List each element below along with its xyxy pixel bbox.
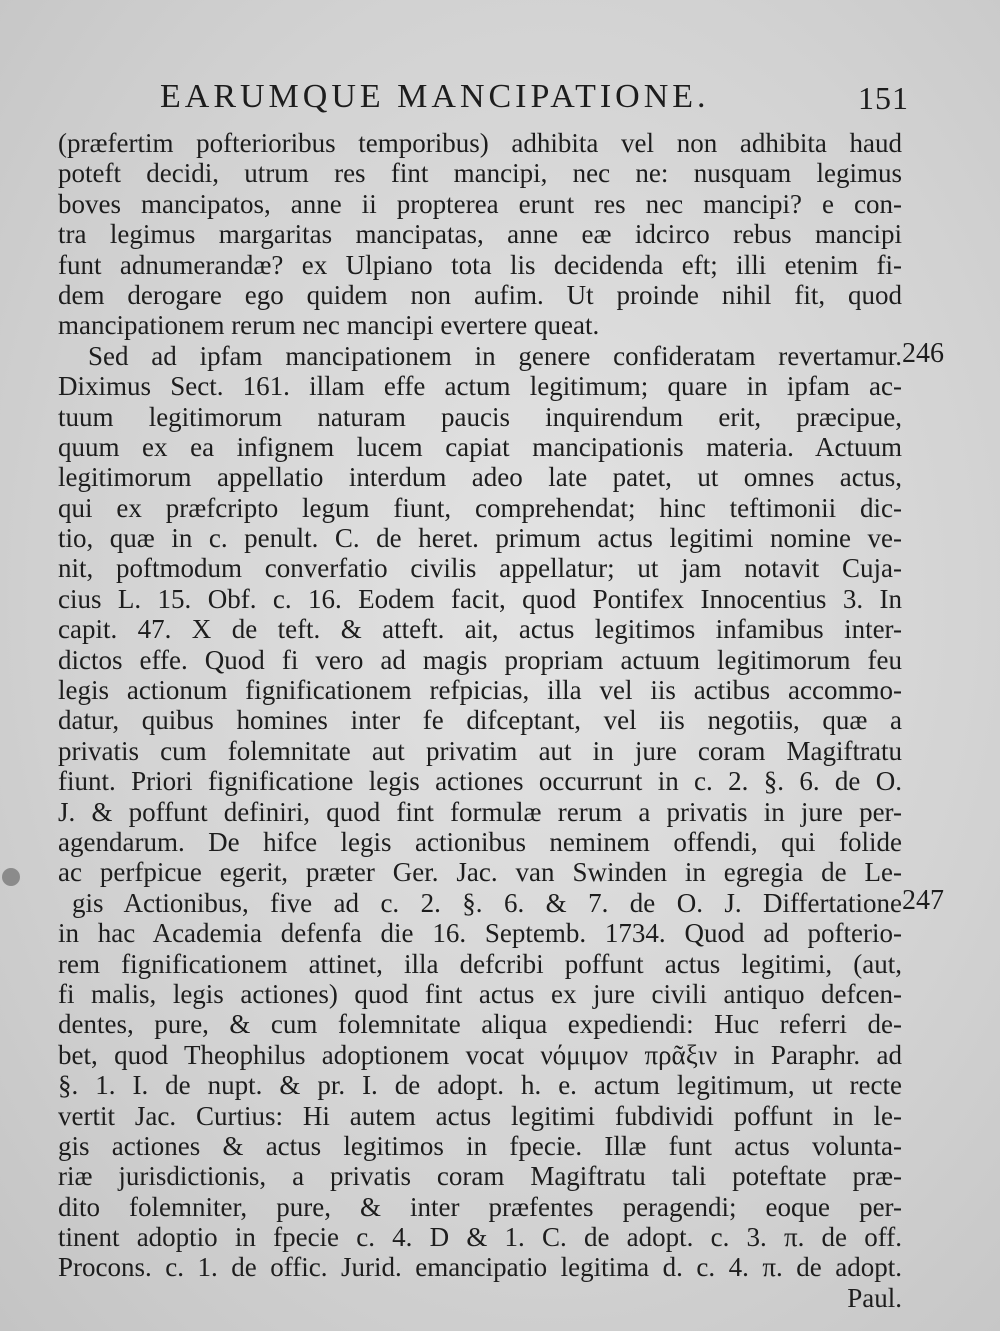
text-line: riæ jurisdictionis, a privatis coram Magiftratu tali poteftate præ- bbox=[58, 1161, 902, 1192]
text-line: J. & poffunt definiri, quod fint formulæ rerum a privatis in jure per- bbox=[58, 796, 902, 827]
text-line: ac perfpicue egerit, præter Ger. Jac. van Swinden in egregia de Le- bbox=[58, 857, 902, 888]
text-line: dem derogare ego quidem non aufim. Ut proinde nihil fit, quod bbox=[58, 279, 902, 310]
text-line: Procons. c. 1. de offic. Jurid. emancipatio legitima d. c. 4. π. de adopt. bbox=[58, 1252, 902, 1283]
text-line: quum ex ea infignem lucem capiat mancipationis materia. Actuum bbox=[58, 431, 902, 462]
text-line: tuum legitimorum naturam paucis inquirendum erit, præcipue, bbox=[58, 401, 902, 432]
text-line: datur, quibus homines inter fe difceptant, vel iis negotiis, quæ a bbox=[58, 705, 902, 736]
page-number: 151 bbox=[858, 80, 909, 116]
text-line: tinent adoptio in fpecie c. 4. D & 1. C. de adopt. c. 3. π. de off. bbox=[58, 1222, 902, 1253]
text-line: legis actionum fignificationem refpicias, illa vel iis actibus accommo- bbox=[58, 675, 902, 706]
text-line: dictos effe. Quod fi vero ad magis propriam actuum legitimorum feu bbox=[58, 644, 902, 675]
text-line: legitimorum appellatio interdum adeo late patet, ut omnes actus, bbox=[58, 462, 902, 493]
text-line: fi malis, legis actiones) quod fint actus ex jure civili antiquo defcen- bbox=[58, 978, 902, 1009]
text-line: in hac Academia defenfa die 16. Septemb. 1734. Quod ad pofterio- bbox=[58, 918, 902, 949]
text-line: dentes, pure, & cum folemnitate aliqua expediendi: Huc referri de- bbox=[58, 1009, 902, 1040]
margin-number-247: 247 bbox=[902, 885, 944, 916]
text-line: bet, quod Theophilus adoptionem vocat νόμιμον πρᾶξιν in Paraphr. ad bbox=[58, 1039, 902, 1070]
text-line: gis actiones & actus legitimos in fpecie. Illæ funt actus volunta- bbox=[58, 1130, 902, 1161]
text-line: privatis cum folemnitate aut privatim aut in jure coram Magiftratu bbox=[58, 735, 902, 766]
text-line: (præfertim pofterioribus temporibus) adhibita vel non adhibita haud bbox=[58, 128, 902, 158]
text-line: nit, poftmodum converfatio civilis appellatur; ut jam notavit Cuja- bbox=[58, 553, 902, 584]
ink-spot bbox=[2, 868, 20, 886]
text-line: funt adnumerandæ? ex Ulpiano tota lis decidenda eft; illi etenim fi- bbox=[58, 249, 902, 280]
margin-number-246: 246 bbox=[902, 338, 944, 369]
text-line: Sed ad ipfam mancipationem in genere confideratam revertamur. bbox=[88, 340, 902, 371]
text-line: fiunt. Priori fignificatione legis actiones occurrunt in c. 2. §. 6. de O. bbox=[58, 766, 902, 797]
text-line: mancipationem rerum nec mancipi evertere queat. bbox=[58, 310, 600, 341]
text-line: boves mancipatos, anne ii propterea erunt res nec mancipi? e con- bbox=[58, 188, 902, 219]
catchword: Paul. bbox=[847, 1282, 902, 1313]
text-line: tio, quæ in c. penult. C. de heret. primum actus legitimi nomine ve- bbox=[58, 523, 902, 554]
text-line: §. 1. I. de nupt. & pr. I. de adopt. h. e. actum legitimum, ut recte bbox=[58, 1070, 902, 1101]
body-text bbox=[58, 128, 902, 1313]
text-line: agendarum. De hifce legis actionibus neminem offendi, qui folide bbox=[58, 826, 902, 857]
text-line: gis Actionibus, five ad c. 2. §. 6. & 7. de O. J. Differtatione bbox=[72, 887, 902, 918]
text-line: cius L. 15. Obf. c. 16. Eodem facit, quod Pontifex Innocentius 3. In bbox=[58, 583, 902, 614]
text-line: Diximus Sect. 161. illam effe actum legitimum; quare in ipfam ac- bbox=[58, 371, 902, 402]
text-line: dito folemniter, pure, & inter præfentes peragendi; eoque per- bbox=[58, 1191, 902, 1222]
text-line: poteft decidi, utrum res fint mancipi, nec ne: nusquam legimus bbox=[58, 158, 902, 189]
running-title: EARUMQUE MANCIPATIONE. bbox=[160, 78, 710, 115]
text-line: capit. 47. X de teft. & atteft. ait, actus legitimos infamibus inter- bbox=[58, 614, 902, 645]
text-line: tra legimus margaritas mancipatas, anne eæ idcirco rebus mancipi bbox=[58, 219, 902, 250]
text-line: rem fignificationem attinet, illa defcribi poffunt actus legitimi, (aut, bbox=[58, 948, 902, 979]
text-line: vertit Jac. Curtius: Hi autem actus legitimi fubdividi poffunt in le- bbox=[58, 1100, 902, 1131]
text-line: qui ex præfcripto legum fiunt, comprehendat; hinc teftimonii dic- bbox=[58, 492, 902, 523]
